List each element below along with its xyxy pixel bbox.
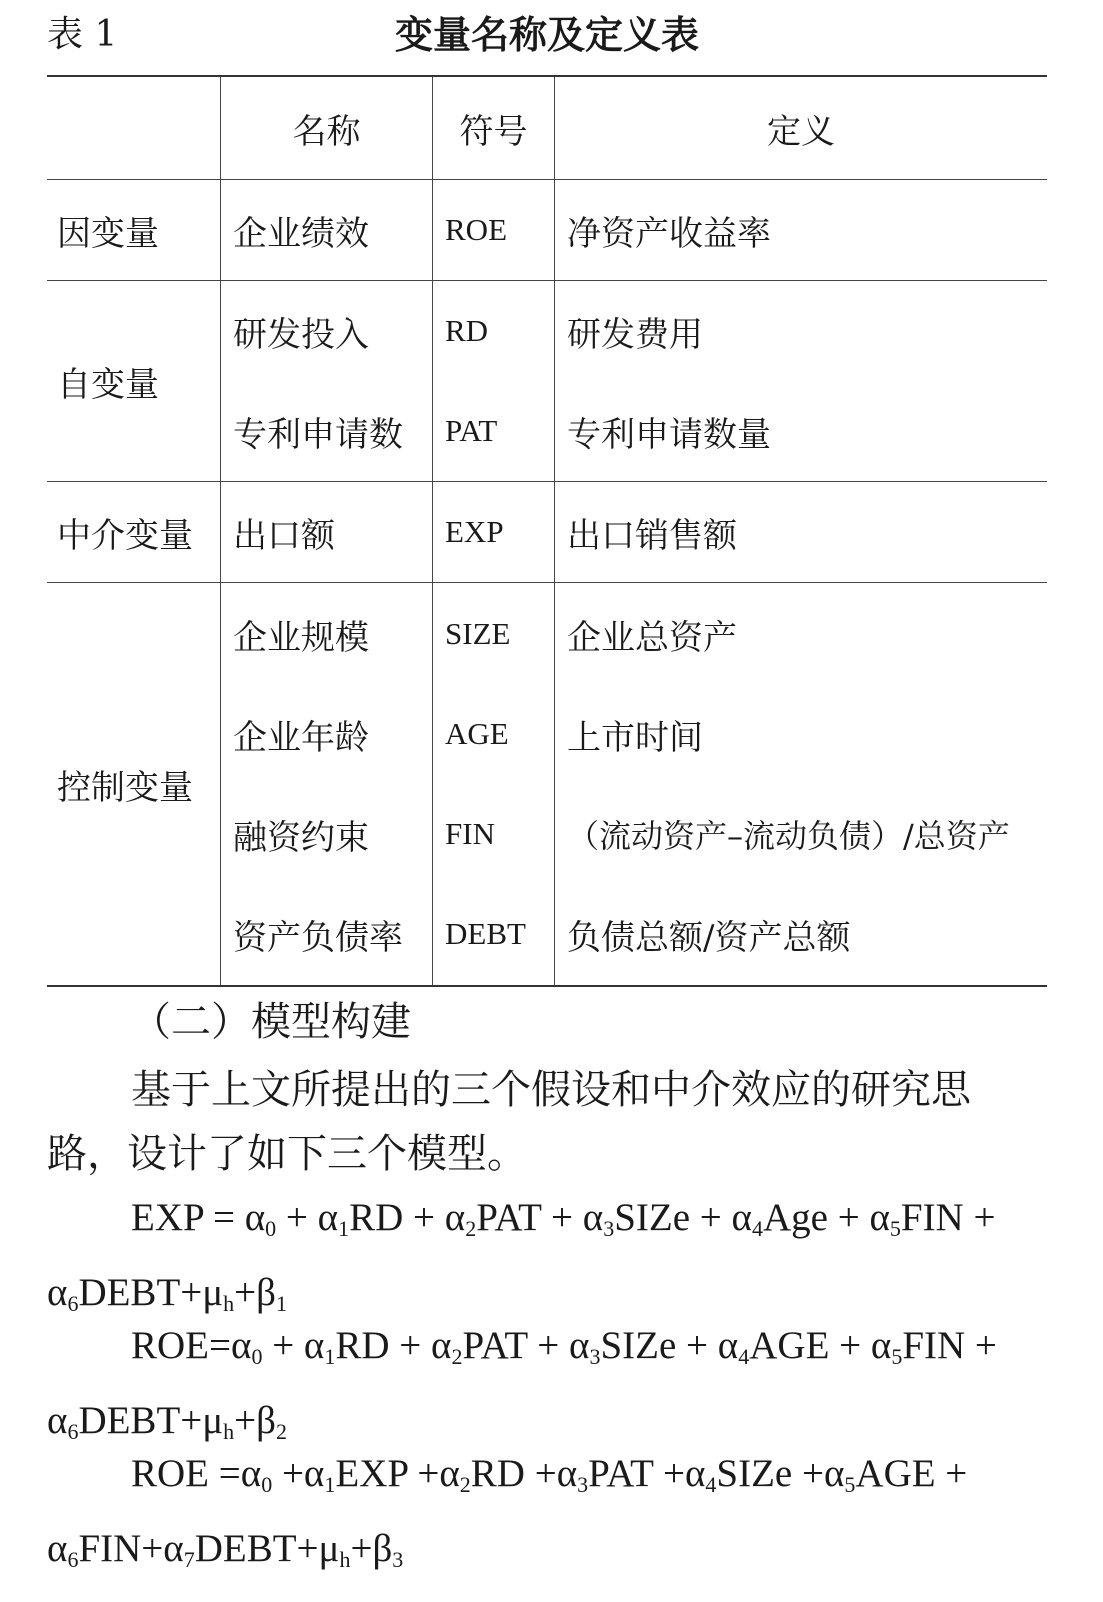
equation-line: ROE $=\alpha_0 +\alpha_1EXP +\alpha_2RD +\alpha_3PAT$ $+\alpha_4SIZe +\alpha_5AGE$ +	[131, 1452, 968, 1497]
symbol-cell: AGE	[445, 716, 509, 751]
symbol-cell: RD	[445, 313, 489, 348]
header-cell-name: 名称	[221, 77, 433, 179]
equation-line: $\alpha_6FIN+\alpha_7DEBT+\mu_h+\beta_3$	[47, 1527, 404, 1572]
equation-line: EXP = $\alpha_0 + \alpha_1RD + \alpha_2PAT$ + $\alpha_3SIZe + \alpha_4Age + \alpha_5FIN$ +	[131, 1196, 996, 1241]
table-row-mediator	[47, 482, 1047, 583]
name-cell: 专利申请数	[233, 414, 403, 455]
variable-table	[47, 75, 1047, 987]
table-row-independent	[47, 281, 1047, 482]
symbol-cell: ROE	[445, 212, 507, 247]
table-row-control	[47, 583, 1047, 985]
symbol-cell: EXP	[445, 514, 504, 549]
equation-3	[47, 1442, 1047, 1592]
name-cell: 出口额	[233, 515, 335, 556]
category-cell: 控制变量	[47, 583, 221, 985]
section-heading: （二）模型构建	[131, 999, 411, 1045]
definition-cell: 专利申请数量	[567, 414, 771, 455]
definition-cell: 上市时间	[567, 717, 703, 758]
symbol-cell: FIN	[445, 816, 495, 851]
definition-cell: 研发费用	[567, 314, 703, 355]
name-cell: 融资约束	[233, 817, 369, 858]
table-label: 表 1	[47, 14, 118, 55]
symbol-cell: SIZE	[445, 616, 511, 651]
equation-line: $ROE=\alpha_0 + \alpha_1RD + \alpha_2PAT$ + $\alpha_3SIZe + \alpha_4AGE + \alpha_5FIN$ +	[131, 1324, 997, 1369]
header-cell-definition: 定义	[767, 111, 835, 152]
definition-cell: 负债总额/资产总额	[567, 917, 851, 958]
symbol-cell: PAT	[445, 413, 498, 448]
table-caption	[47, 10, 1047, 60]
name-cell: 企业年龄	[233, 717, 369, 758]
symbol-cell: DEBT	[445, 916, 526, 951]
name-cell: 资产负债率	[233, 917, 403, 958]
category-cell: 因变量	[47, 180, 221, 280]
definition-cell: 企业总资产	[567, 617, 737, 658]
equation-line: $\alpha_6DEBT+\mu_h+\beta_1$	[47, 1271, 288, 1316]
definition-cell: 净资产收益率	[567, 213, 771, 254]
definition-cell: 出口销售额	[567, 515, 737, 556]
category-cell: 自变量	[47, 281, 221, 481]
equation-line: $\alpha_6DEBT+\mu_h+\beta_2$	[47, 1399, 288, 1444]
body-paragraph: 基于上文所提出的三个假设和中介效应的研究思路，设计了如下三个模型。	[47, 1067, 971, 1177]
table-title: 变量名称及定义表	[394, 13, 699, 57]
name-cell: 企业规模	[233, 617, 369, 658]
name-cell: 研发投入	[233, 314, 369, 355]
category-cell: 中介变量	[47, 482, 221, 582]
header-cell-symbol: 符号	[433, 77, 555, 179]
table-row-dependent	[47, 180, 1047, 281]
table-header-row	[47, 77, 1047, 180]
definition-cell: （流动资产–流动负债）/总资产	[567, 817, 1010, 855]
header-cell-empty	[47, 77, 221, 179]
name-cell: 企业绩效	[233, 213, 369, 254]
